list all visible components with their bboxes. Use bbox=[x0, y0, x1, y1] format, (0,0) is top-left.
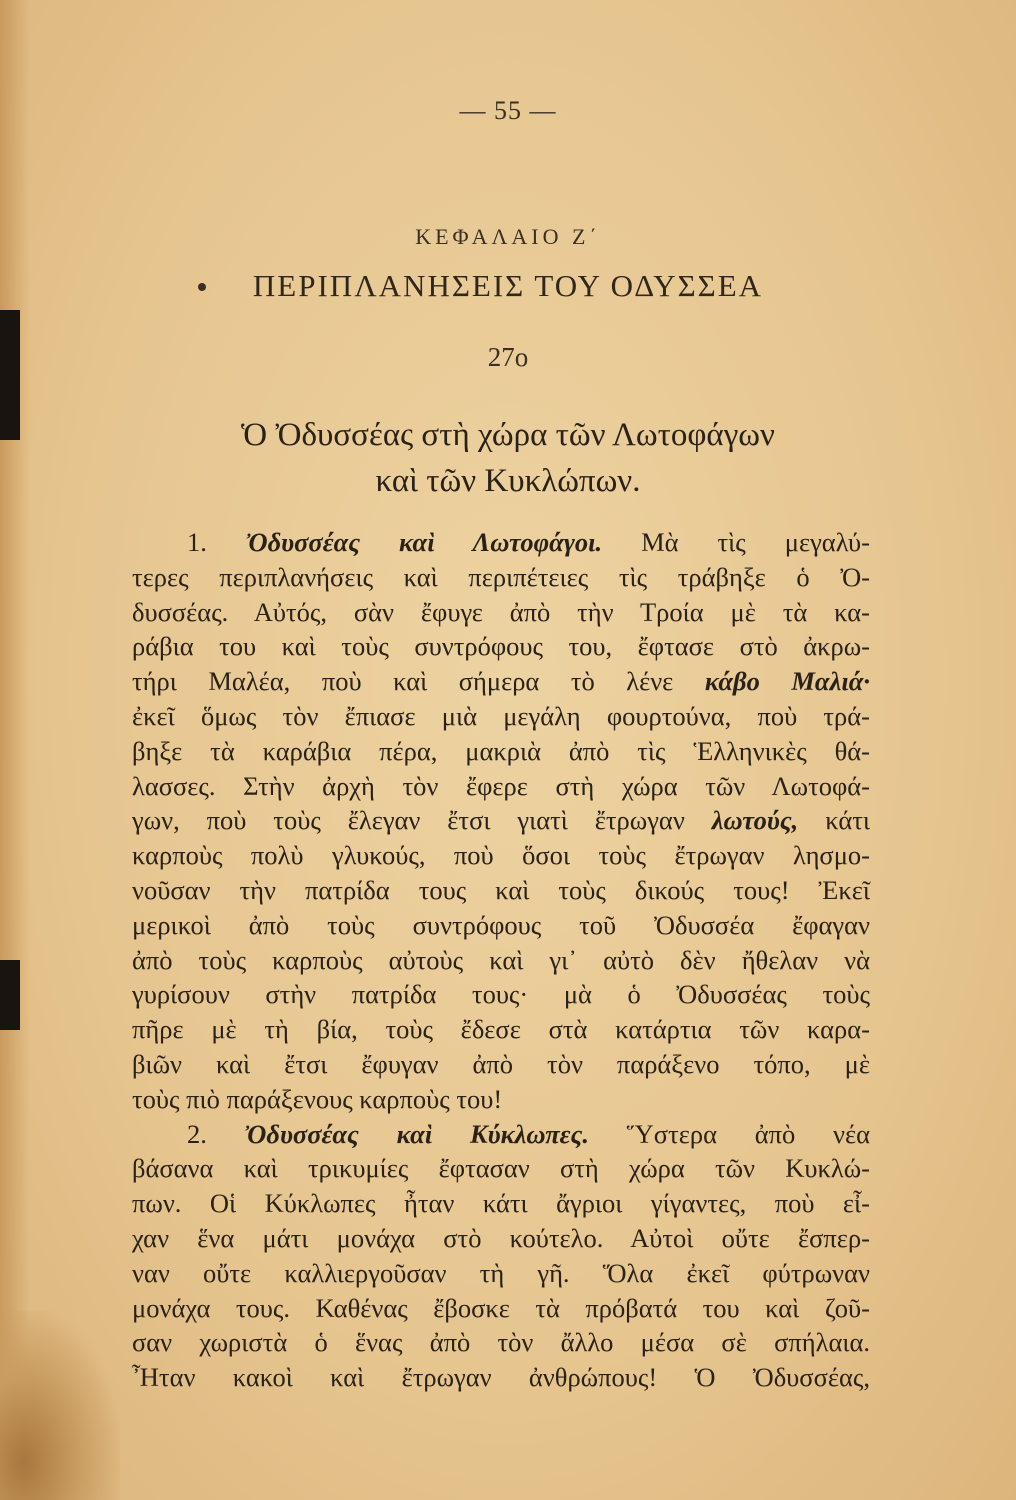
binding-mark bbox=[0, 960, 20, 1030]
text-line: δυσσέας. Αὐτός, σὰν ἔφυγε ἀπὸ τὴν Τροία μὲ τὰ κα- bbox=[132, 596, 870, 627]
text-line: ναν οὔτε καλλιεργοῦσαν τὴ γῆ. Ὅλα ἐκεῖ φύτρωναν bbox=[132, 1257, 870, 1288]
text-line: καρποὺς πολὺ γλυκούς, ποὺ ὅσοι τοὺς ἔτρωγαν λησμο- bbox=[132, 840, 870, 871]
body-text bbox=[132, 525, 870, 1395]
section-heading: Ὀδυσσέας καὶ Κύκλωπες. bbox=[244, 1118, 589, 1149]
text-line: βάσανα καὶ τρικυμίες ἔφτασαν στὴ χώρα τῶν Κυκλώ- bbox=[132, 1153, 870, 1184]
text-line: 1. Ὀδυσσέας καὶ Λωτοφάγοι. Μὰ τὶς μεγαλύ- bbox=[187, 527, 871, 557]
text-line: γυρίσουν στὴν πατρίδα τους· μὰ ὁ Ὀδυσσέας τοὺς bbox=[132, 979, 870, 1010]
text-line: χαν ἕνα μάτι μονάχα στὸ κούτελο. Αὐτοὶ οὔτε ἔσπερ- bbox=[132, 1222, 870, 1253]
lesson-title-line: καὶ τῶν Κυκλώπων. bbox=[375, 463, 641, 499]
text-line: ἐκεῖ ὅμως τὸν ἔπιασε μιὰ μεγάλη φουρτούνα, ποὺ τρά- bbox=[132, 700, 870, 731]
section-heading: Ὀδυσσέας καὶ Λωτοφάγοι. bbox=[245, 527, 603, 557]
text-line: πων. Οἱ Κύκλωπες ἦταν κάτι ἄγριοι γίγαντες, ποὺ εἶ- bbox=[132, 1188, 870, 1219]
text-line: ἀπὸ τοὺς καρποὺς αὐτοὺς καὶ γι᾽ αὐτὸ δὲν ἤθελαν νὰ bbox=[132, 944, 870, 975]
lesson-number: 27ο bbox=[487, 342, 529, 372]
chapter-label: ΚΕΦΑΛΑΙΟ Ζ΄ bbox=[415, 224, 601, 249]
page-number: — 55 — bbox=[459, 96, 557, 125]
lesson-title-line: Ὁ Ὀδυσσέας στὴ χώρα τῶν Λωτοφάγων bbox=[241, 417, 775, 453]
text-line: μονάχα τους. Καθένας ἔβοσκε τὰ πρόβατά του καὶ ζοῦ- bbox=[132, 1292, 870, 1323]
emphasis: κάβο Μαλιά· bbox=[704, 666, 870, 697]
paper-stain bbox=[0, 1310, 120, 1500]
lesson-title bbox=[0, 412, 1016, 504]
text-line: τερες περιπλανήσεις καὶ περιπέτειες τὶς τράβηξε ὁ Ὀ- bbox=[132, 561, 870, 592]
text-line: ράβια του καὶ τοὺς συντρόφους του, ἔφτασε στὸ ἀκρω- bbox=[132, 631, 870, 662]
text-line: μερικοὶ ἀπὸ τοὺς συντρόφους τοῦ Ὀδυσσέα ἔφαγαν bbox=[132, 909, 870, 940]
text-line: σαν χωριστὰ ὁ ἕνας ἀπὸ τὸν ἄλλο μέσα σὲ σπήλαια. bbox=[132, 1327, 870, 1358]
text-line: γων, ποὺ τοὺς ἔλεγαν ἔτσι γιατὶ ἔτρωγαν λωτούς, κάτι bbox=[132, 805, 870, 836]
text-line: τοὺς πιὸ παράξενους καρποὺς του! bbox=[132, 1083, 503, 1114]
text-line: Ἦταν κακοὶ καὶ ἔτρωγαν ἀνθρώπους! Ὁ Ὀδυσσέας, bbox=[132, 1362, 870, 1393]
text-line: 2. Ὀδυσσέας καὶ Κύκλωπες. Ὕστερα ἀπὸ νέα bbox=[187, 1118, 871, 1149]
text-line: βηξε τὰ καράβια πέρα, μακριὰ ἀπὸ τὶς Ἑλληνικὲς θά- bbox=[132, 735, 870, 766]
emphasis: λωτούς, bbox=[711, 805, 799, 836]
text-line: πῆρε μὲ τὴ βία, τοὺς ἔδεσε στὰ κατάρτια τῶν καρα- bbox=[132, 1014, 870, 1045]
text-line: νοῦσαν τὴν πατρίδα τους καὶ τοὺς δικούς τους! Ἐκεῖ bbox=[132, 874, 870, 905]
text-line: λασσες. Στὴν ἀρχὴ τὸν ἔφερε στὴ χώρα τῶν Λωτοφά- bbox=[132, 770, 870, 801]
text-line: βιῶν καὶ ἔτσι ἔφυγαν ἀπὸ τὸν παράξενο τόπο, μὲ bbox=[132, 1048, 870, 1079]
text-line: τήρι Μαλέα, ποὺ καὶ σήμερα τὸ λένε κάβο Μαλιά· bbox=[132, 666, 870, 697]
chapter-title: ΠΕΡΙΠΛΑΝΗΣΕΙΣ ΤΟΥ ΟΔΥΣΣΕΑ bbox=[252, 268, 764, 303]
